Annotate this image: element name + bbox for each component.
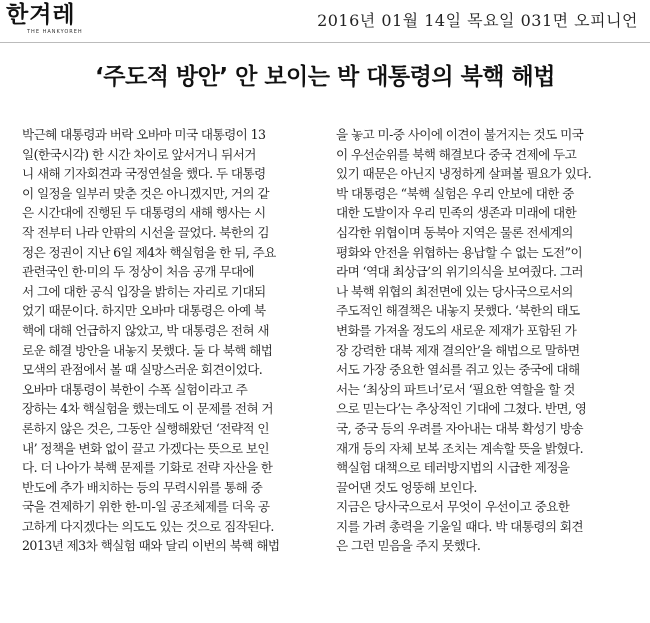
- article-text-line: 대한 도발이자 우리 민족의 생존과 미래에 대한: [336, 205, 577, 221]
- article-text-line: 을 놓고 미-중 사이에 이견이 불거지는 것도 미국: [336, 127, 584, 142]
- article-text-line: 반도에 추가 배치하는 등의 무력시위를 통해 중: [22, 479, 263, 495]
- article-text-line: 서 그에 대한 공식 입장을 밝히는 자리로 기대되: [22, 283, 266, 299]
- article-text-line: 심각한 위협이며 동북아 지역은 물론 전세계의: [336, 224, 573, 240]
- article-text-line: 라며 ‘역대 최상급’의 위기의식을 보여줬다. 그러: [336, 264, 583, 280]
- article-text-line: 일(한국시각) 한 시간 차이로 앞서거니 뒤서거: [22, 146, 256, 162]
- article-text-line: 주도적인 해결책은 내놓지 못했다. ‘북한의 태도: [336, 303, 580, 319]
- article-text-line: 핵실험 대책으로 테러방지법의 시급한 제정을: [336, 460, 570, 476]
- article-text-line: 지를 가려 총력을 기울일 때다. 박 대통령의 회견: [336, 518, 583, 534]
- article-text-line: 지금은 당사국으로서 무엇이 우선이고 중요한: [336, 499, 570, 515]
- article-text-line: 장 강력한 대북 제재 결의안’을 해법으로 말하면: [336, 342, 580, 358]
- article-text-line: 었기 때문이다. 하지만 오바마 대통령은 아예 북: [22, 303, 266, 319]
- article-text-line: 다. 더 나아가 북핵 문제를 기화로 전략 자산을 한: [22, 460, 273, 476]
- article-text-line: 장하는 4차 핵실험을 했는데도 이 문제를 전혀 거: [22, 401, 273, 417]
- newspaper-logo-subtitle: THE HANKYOREH: [27, 29, 83, 35]
- article-text-line: 재개 등의 자체 보복 조치는 계속할 뜻을 밝혔다.: [336, 440, 583, 456]
- article-text-line: 나 북핵 위협의 최전면에 있는 당사국으로서의: [336, 283, 573, 299]
- article-text-line: 국을 견제하기 위한 한-미-일 공조체제를 더욱 공: [22, 499, 270, 515]
- article-text-line: 내’ 정책을 변화 없이 끌고 가겠다는 뜻으로 보인: [22, 440, 269, 456]
- article-text-line: 핵에 대해 언급하지 않았고, 박 대통령은 전혀 새: [22, 322, 269, 338]
- article-text-line: 론하지 않은 것은, 그동안 실행해왔던 ‘전략적 인: [22, 420, 269, 436]
- article-text-line: 작 전부터 나라 안팎의 시선을 끌었다. 북한의 김: [22, 224, 269, 240]
- article-text-line: 국, 중국 등의 우려를 자아내는 대북 확성기 방송: [336, 420, 583, 436]
- article-text-line: 으로 믿는다’는 추상적인 기대에 그쳤다. 반면, 영: [336, 401, 587, 417]
- article-text-line: 은 시간대에 진행된 두 대통령의 새해 행사는 시: [22, 205, 266, 221]
- article-text-line: 이 일정을 일부러 맞춘 것은 아니겠지만, 거의 같: [22, 185, 269, 201]
- article-column-left: [22, 125, 318, 556]
- article-text-line: 서도 가장 중요한 열쇠를 쥐고 있는 중국에 대해: [336, 362, 580, 378]
- article-text-line: 고하게 다지겠다는 의도도 있는 것으로 짐작된다.: [22, 518, 274, 534]
- article-text-line: 서는 ‘최상의 파트너’로서 ‘필요한 역할을 할 것: [336, 381, 575, 397]
- article-text-line: 박근혜 대통령과 버락 오바마 미국 대통령이 13: [22, 127, 266, 142]
- article-text-line: 모색의 관점에서 볼 때 실망스러운 회견이었다.: [22, 362, 263, 378]
- article-text-line: 이 우선순위를 북핵 해결보다 중국 견제에 두고: [336, 146, 577, 162]
- article-text-line: 은 그런 믿음을 주지 못했다.: [336, 538, 481, 554]
- article-text-line: 있기 때문은 아닌지 냉정하게 살펴볼 필요가 있다.: [336, 166, 592, 182]
- article-text-line: 로운 해결 방안을 내놓지 못했다. 둘 다 북핵 해법: [22, 342, 273, 358]
- dateline: 2016년 01월 14일 목요일 031면 오피니언: [317, 11, 638, 30]
- article-text-line: 변화를 가져올 정도의 새로운 제재가 포함된 가: [336, 322, 577, 338]
- article-text-line: 오바마 대통령이 북한이 수폭 실험이라고 주: [22, 381, 248, 397]
- article-text-line: 끌어댄 것도 엉뚱해 보인다.: [336, 479, 477, 495]
- newspaper-logo: 한겨레: [6, 2, 76, 28]
- article-headline: ‘주도적 방안’ 안 보이는 박 대통령의 북핵 해법: [95, 64, 555, 90]
- article-text-line: 평화와 안전을 위협하는 용납할 수 없는 도전”이: [336, 244, 583, 260]
- article-text-line: 관련국인 한·미의 두 정상이 처음 공개 무대에: [22, 264, 255, 280]
- article-text-line: 정은 정권이 지난 6일 제4차 핵실험을 한 뒤, 주요: [22, 244, 276, 260]
- article-column-right: [336, 125, 632, 556]
- article-text-line: 2013년 제3차 핵실험 때와 달리 이번의 북핵 해법: [22, 538, 280, 554]
- masthead: [0, 0, 650, 43]
- article-text-line: 니 새해 기자회견과 국정연설을 했다. 두 대통령: [22, 166, 266, 182]
- article-text-line: 박 대통령은 “북핵 실험은 우리 안보에 대한 중: [336, 185, 574, 201]
